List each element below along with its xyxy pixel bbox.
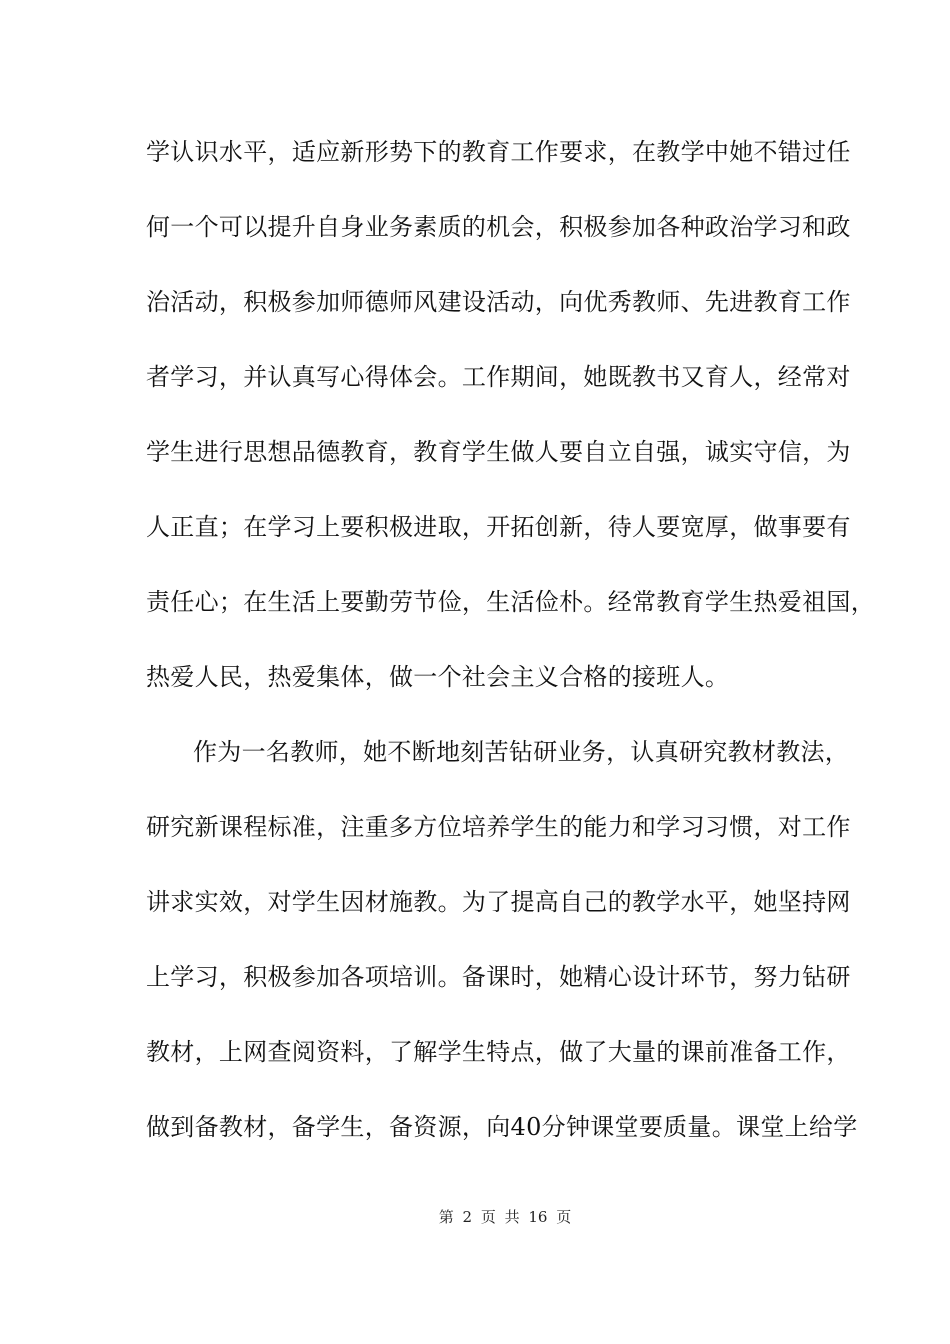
text-line: 者学习，并认真写心得体会。工作期间，她既教书又育人，经常对 [146,363,851,391]
paragraph-first-line: 作为一名教师，她不断地刻苦钻研业务，认真研究教材教法， [193,738,850,766]
text-line: 学认识水平，适应新形势下的教育工作要求，在教学中她不错过任 [146,138,851,166]
text-line: 热爱人民，热爱集体，做一个社会主义合格的接班人。 [146,663,730,691]
text-line: 人正直；在学习上要积极进取，开拓创新，待人要宽厚，做事要有 [146,513,851,541]
text-line: 研究新课程标准，注重多方位培养学生的能力和学习习惯，对工作 [146,813,851,841]
page-number-footer: 第 2 页 共 16 页 [438,1208,572,1226]
text-line: 讲求实效，对学生因材施教。为了提高自己的教学水平，她坚持网 [146,888,851,916]
text-line: 做到备教材，备学生，备资源，向40分钟课堂要质量。课堂上给学 [146,1113,858,1141]
text-line: 治活动，积极参加师德师风建设活动，向优秀教师、先进教育工作 [146,288,851,316]
text-line: 上学习，积极参加各项培训。备课时，她精心设计环节，努力钻研 [146,963,851,991]
text-line: 何一个可以提升自身业务素质的机会，积极参加各种政治学习和政 [146,213,851,241]
text-line: 教材，上网查阅资料，了解学生特点，做了大量的课前准备工作， [146,1038,851,1066]
text-line: 学生进行思想品德教育，教育学生做人要自立自强，诚实守信，为 [146,438,851,466]
text-line: 责任心；在生活上要勤劳节俭，生活俭朴。经常教育学生热爱祖国， [146,588,875,616]
